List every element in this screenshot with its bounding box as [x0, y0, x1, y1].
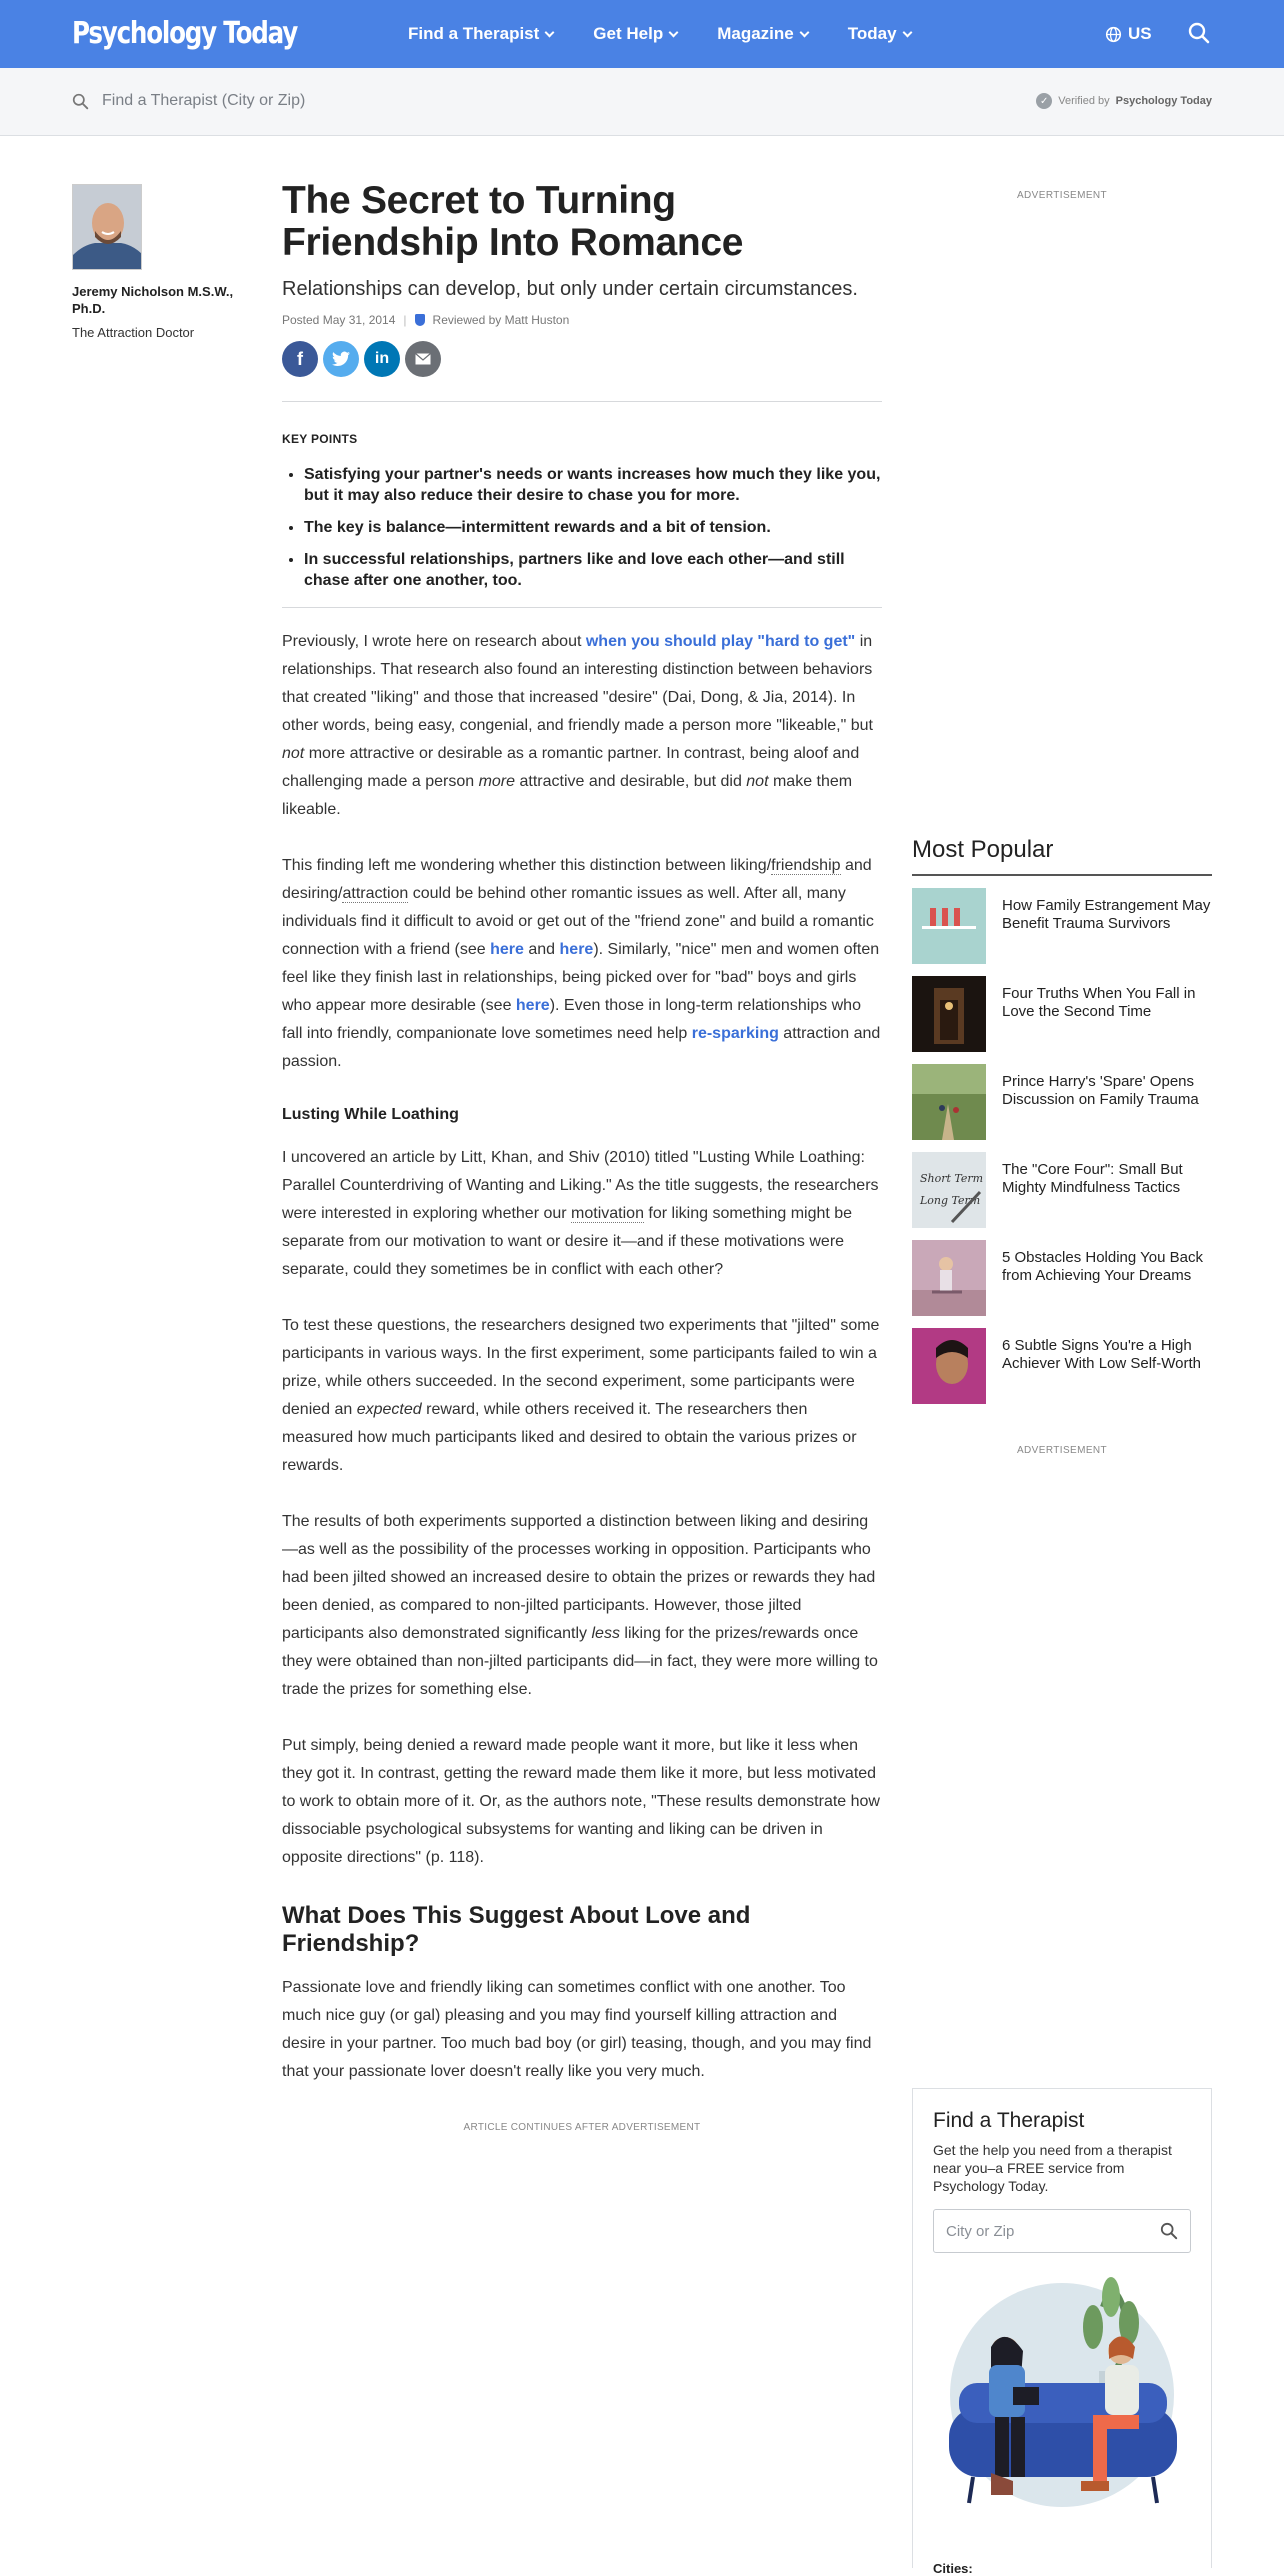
city-zip-input[interactable] — [933, 2209, 1191, 2253]
popular-item[interactable] — [912, 1240, 1212, 1316]
check-icon: ✓ — [1036, 93, 1052, 109]
popular-item[interactable] — [912, 1328, 1212, 1404]
text: for liking something might be separate from our motivation to want or desire it—and if these motivations were separate, could they sometimes be in conflict with each other? — [282, 1205, 853, 1278]
text: could be behind other romantic issues as well. After all, many individuals find it difficult to avoid or get out of the "friend zone" and build a romantic connection with a friend (see — [282, 885, 874, 958]
emphasis: less — [591, 1625, 620, 1642]
here-link-1[interactable]: here — [490, 941, 524, 958]
twitter-icon[interactable] — [323, 341, 359, 377]
text: in relationships. That research also found an interesting distinction between behaviors that created "liking" and those that increased "desire" (Dai, Dong, & Jia, 2014). In other words, being easy, congenial, and friendly made a person more "likeable," but — [282, 633, 873, 734]
popular-item[interactable] — [912, 1064, 1212, 1140]
paragraph — [282, 1508, 882, 1704]
key-points-heading: KEY POINTS — [282, 432, 358, 446]
paragraph — [282, 852, 882, 1076]
popular-thumbnail — [912, 1328, 986, 1404]
emphasis: more — [478, 773, 516, 790]
ad-label: ADVERTISEMENT — [1016, 190, 1108, 201]
text: more attractive or desirable as a romantic partner. In contrast, being aloof and challenging made a person — [282, 745, 860, 790]
popular-title: Four Truths When You Fall in Love the Second Time — [1002, 985, 1196, 1020]
popular-thumbnail — [912, 888, 986, 964]
city-zip-placeholder: City or Zip — [946, 2223, 1015, 2240]
therapist-search-bar — [0, 68, 1284, 136]
text: attractive and desirable, but did — [515, 773, 747, 790]
popular-thumbnail — [912, 1064, 986, 1140]
here-link-3[interactable]: here — [515, 997, 550, 1014]
text: ). Similarly, "nice" men and women often feel like they finish last in relationships, being picked over for "bad" boys and girls who appear more desirable (see — [282, 941, 880, 1014]
text: I uncovered an article by Litt, Khan, and Shiv (2010) titled "Lusting While Loathing: Parallel Counterdriving of Wanting and Liking." As the title suggests, the researchers were interested in exploring whether our — [282, 1149, 879, 1222]
reviewed-by[interactable]: Reviewed by Matt Huston — [432, 313, 570, 327]
most-popular — [912, 836, 1212, 1404]
cities-label: Cities: — [933, 2561, 973, 2576]
nav-label: Get Help — [593, 24, 664, 43]
search-icon[interactable] — [1160, 2222, 1178, 2240]
article — [282, 180, 882, 2133]
svg-text:Short Term: Short Term — [920, 1172, 984, 1185]
popular-item[interactable] — [912, 1152, 1212, 1228]
paragraph — [282, 1144, 882, 1284]
popular-thumbnail — [912, 976, 986, 1052]
text: attraction and passion. — [282, 1025, 881, 1070]
verified-prefix: Verified by — [1058, 95, 1110, 107]
nav-find-a-therapist[interactable] — [408, 24, 553, 44]
site-logo[interactable]: Psychology Today — [72, 16, 298, 51]
chevron-down-icon — [545, 27, 555, 37]
find-therapist-heading: Find a Therapist — [933, 2109, 1085, 2132]
key-points-list — [282, 464, 882, 591]
ad-continues-label: ARTICLE CONTINUES AFTER ADVERTISEMENT — [463, 2122, 701, 2133]
divider — [282, 401, 882, 402]
text: reward, while others received it. The researchers then measured how much participants liked and desired to obtain the various prizes or rewards. — [282, 1401, 857, 1474]
popular-title: 5 Obstacles Holding You Back from Achieving Your Dreams — [1002, 1249, 1203, 1284]
text: and — [523, 941, 560, 958]
globe-icon — [1105, 26, 1122, 43]
popular-title: Prince Harry's 'Spare' Opens Discussion on Family Trauma — [1002, 1073, 1199, 1108]
author-avatar[interactable] — [72, 184, 142, 270]
section-heading: What Does This Suggest About Love and Friendship? — [282, 1902, 751, 1957]
re-sparking-link[interactable]: re-sparking — [691, 1025, 779, 1042]
popular-title: How Family Estrangement May Benefit Trauma Survivors — [1002, 897, 1211, 932]
article-meta — [282, 313, 882, 327]
popular-thumbnail — [912, 1152, 986, 1228]
search-icon[interactable] — [1188, 22, 1210, 44]
key-point: • Satisfying your partner's needs or wants increases how much they like you, but it may also reduce their desire to chase you for more. — [304, 464, 882, 506]
ad-label: ADVERTISEMENT — [1016, 1445, 1108, 1456]
region-label: US — [1128, 24, 1152, 43]
article-title: The Secret to Turning Friendship Into Romance — [282, 179, 744, 264]
emphasis: not — [282, 745, 305, 762]
share-buttons — [282, 341, 882, 377]
section-heading: Lusting While Loathing — [282, 1106, 459, 1123]
friendship-term[interactable]: friendship — [771, 857, 841, 874]
search-icon — [72, 93, 89, 110]
popular-item[interactable] — [912, 888, 1212, 964]
region-selector[interactable] — [1105, 24, 1152, 44]
nav-label: Today — [847, 24, 897, 43]
popular-thumbnail — [912, 1240, 986, 1316]
article-subtitle: Relationships can develop, but only under certain circumstances. — [282, 278, 858, 300]
nav-today[interactable] — [848, 24, 911, 44]
nav-magazine[interactable] — [717, 24, 808, 44]
text: make them likeable. — [282, 773, 853, 818]
text: liking for the prizes/rewards once they were obtained than non-jilted participants did—in fact, they were more willing to trade the prizes for something else. — [282, 1625, 878, 1698]
paragraph: Put simply, being denied a reward made people want it more, but like it less when they got it. In contrast, getting the reward made them like it more, but less motivated to work to obtain more of it. Or, as the authors note, "These results demonstrate how dissociable psychological subsystems for wanting and liking can be driven in opposite directions" (p. 118). — [282, 1737, 880, 1866]
text: and desiring/ — [282, 857, 872, 902]
popular-title: 6 Subtle Signs You're a High Achiever With Low Self-Worth — [1002, 1337, 1201, 1372]
main-nav — [408, 24, 911, 44]
hard-to-get-link[interactable]: when you should play "hard to get" — [585, 633, 856, 650]
paragraph — [282, 1312, 882, 1480]
top-navigation-bar — [0, 0, 1284, 68]
author-name[interactable]: Jeremy Nicholson M.S.W., Ph.D. — [72, 284, 234, 316]
text: The results of both experiments supported a distinction between liking and desiring—as well as the possibility of the processes working in opposition. Participants who had been jilted showed an increased desire to obtain the prizes or rewards they had been denied, as compared to non-jilted participants. However, those jilted participants also demonstrated significantly — [282, 1513, 876, 1642]
verified-badge — [1036, 93, 1212, 109]
most-popular-heading: Most Popular — [912, 836, 1212, 876]
chevron-down-icon — [799, 27, 809, 37]
nav-label: Magazine — [717, 24, 794, 43]
emphasis: expected — [356, 1401, 422, 1418]
text: Previously, I wrote here on research about — [282, 633, 586, 650]
find-therapist-text: Get the help you need from a therapist near you–a FREE service from Psychology Today. — [933, 2142, 1172, 2194]
therapist-search-input[interactable]: Find a Therapist (City or Zip) — [102, 92, 306, 109]
paragraph: Passionate love and friendly liking can sometimes conflict with one another. Too much nice guy (or gal) pleasing and you may find yourself killing attraction and desire in your partner. Too much bad boy (or girl) teasing, though, and you may find that your passionate lover doesn't really like you very much. — [282, 1979, 872, 2080]
author-column[interactable]: The Attraction Doctor — [72, 325, 195, 340]
key-point: • In successful relationships, partners like and love each other—and still chase after one another, too. — [304, 549, 882, 591]
nav-get-help[interactable] — [593, 24, 677, 44]
email-icon[interactable] — [405, 341, 441, 377]
svg-text:Long Term: Long Term — [920, 1194, 981, 1207]
verified-brand: Psychology Today — [1115, 95, 1212, 107]
facebook-icon[interactable]: f — [282, 341, 318, 377]
popular-title: The "Core Four": Small But Mighty Mindfulness Tactics — [1002, 1161, 1183, 1196]
linkedin-icon[interactable]: in — [364, 341, 400, 377]
chevron-down-icon — [669, 27, 679, 37]
meta-divider: | — [403, 313, 407, 327]
find-therapist-widget — [912, 2088, 1212, 2576]
text: To test these questions, the researchers designed two experiments that "jilted" some participants in various ways. In the first experiment, some participants failed to win a prize, while others succeeded. In the second experiment, some participants were denied an — [282, 1317, 880, 1418]
divider — [282, 607, 882, 608]
key-point: • The key is balance—intermittent rewards and a bit of tension. — [304, 517, 882, 538]
chevron-down-icon — [902, 27, 912, 37]
paragraph — [282, 628, 882, 824]
text: ). Even those in long-term relationships who fall into friendly, companionate love sometimes need help — [282, 997, 861, 1042]
motivation-term[interactable]: motivation — [571, 1205, 644, 1222]
text: This finding left me wondering whether this distinction between liking/ — [282, 857, 772, 874]
shield-icon — [415, 314, 425, 326]
posted-date: Posted May 31, 2014 — [282, 313, 396, 327]
attraction-term[interactable]: attraction — [342, 885, 409, 902]
here-link-2[interactable]: here — [559, 941, 594, 958]
therapy-illustration — [933, 2267, 1191, 2522]
popular-item[interactable] — [912, 976, 1212, 1052]
emphasis: not — [746, 773, 769, 790]
nav-label: Find a Therapist — [408, 24, 540, 43]
